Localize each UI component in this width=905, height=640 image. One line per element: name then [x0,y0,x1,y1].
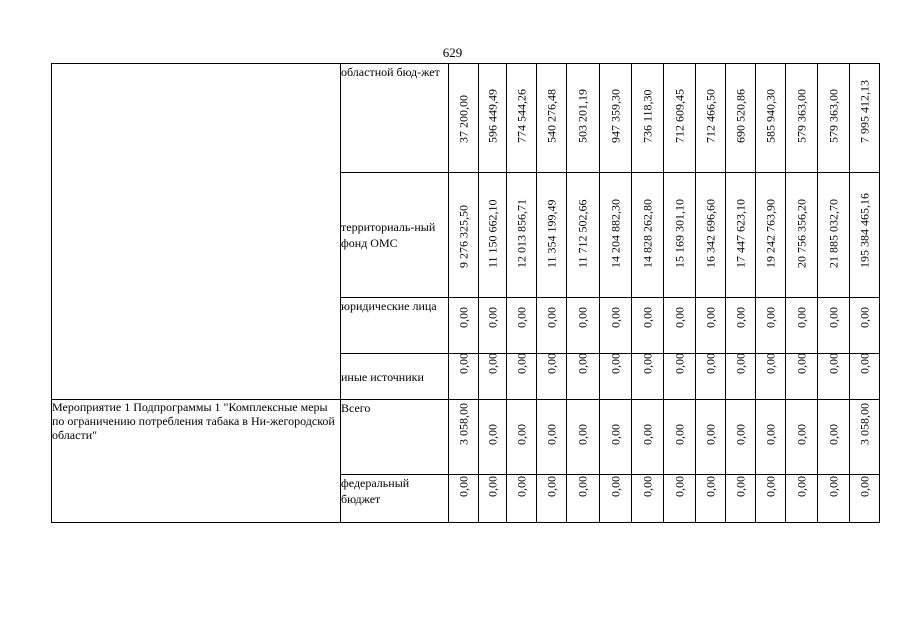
value-cell [632,64,664,173]
value-cell [696,354,726,400]
value-cell [786,475,818,523]
funding-source-cell: федеральный бюджет [341,475,449,523]
value-text: 3 058,00 [456,403,470,445]
value-cell [449,475,479,523]
value-cell [479,173,507,298]
value-text: 0,00 [763,307,777,328]
value-cell [696,475,726,523]
value-cell [600,475,632,523]
value-text: 0,00 [608,307,622,328]
value-cell [850,173,880,298]
value-text: 774 544,26 [514,89,528,143]
value-text: 0,00 [826,307,840,328]
value-cell [786,173,818,298]
value-cell [507,298,537,354]
value-cell [479,298,507,354]
value-text: 0,00 [485,424,499,445]
value-cell [664,475,696,523]
value-cell [567,173,600,298]
value-cell [756,298,786,354]
value-text: 0,00 [485,476,499,497]
value-cell [479,64,507,173]
value-text: 0,00 [733,353,747,374]
value-cell [537,298,567,354]
value-text: 0,00 [608,424,622,445]
value-cell [818,354,850,400]
value-text: 0,00 [857,307,871,328]
value-text: 11 712 502,66 [575,199,590,268]
value-cell [632,298,664,354]
value-text: 0,00 [733,307,747,328]
value-text: 0,00 [826,353,840,374]
value-text: 0,00 [672,424,686,445]
value-text: 0,00 [794,424,808,445]
funding-source-cell: территориаль-ный фонд ОМС [341,173,449,298]
value-text: 0,00 [485,307,499,328]
value-cell [756,173,786,298]
funding-source-cell: юридические лица [341,298,449,354]
value-cell [507,354,537,400]
value-text: 195 384 465,16 [857,193,871,268]
value-text: 579 363,00 [794,89,808,143]
value-text: 19 242 763,90 [763,199,777,268]
value-cell [449,298,479,354]
value-cell [726,298,756,354]
value-text: 0,00 [763,353,777,374]
value-cell [537,475,567,523]
value-text: 0,00 [857,476,871,497]
value-cell [818,64,850,173]
value-text: 9 276 325,50 [456,205,470,268]
value-cell [537,173,567,298]
value-text: 947 359,30 [608,89,622,143]
value-text: 585 940,30 [763,89,777,143]
value-text: 11 150 662,10 [485,199,499,268]
value-cell [818,400,850,475]
value-text: 37 200,00 [456,95,470,143]
value-cell [632,400,664,475]
value-text: 0,00 [456,353,470,374]
budget-table [51,63,880,523]
value-text: 0,00 [640,307,654,328]
value-text: 503 201,19 [575,89,590,143]
value-text: 0,00 [456,307,470,328]
value-text: 11 354 199,49 [544,199,558,268]
value-text: 596 449,49 [485,89,499,143]
value-cell [479,475,507,523]
value-cell [726,64,756,173]
value-cell [726,400,756,475]
value-cell [696,298,726,354]
value-text: 14 204 882,30 [608,199,622,268]
value-text: 0,00 [608,353,622,374]
value-cell [664,354,696,400]
value-text: 0,00 [763,476,777,497]
value-cell [726,173,756,298]
value-cell [567,64,600,173]
value-cell [664,298,696,354]
value-text: 0,00 [575,307,590,328]
value-text: 712 466,50 [703,89,717,143]
value-cell [479,354,507,400]
value-text: 0,00 [703,307,717,328]
value-cell [850,298,880,354]
funding-source-cell: областной бюд-жет [341,64,449,173]
value-cell [850,400,880,475]
value-text: 0,00 [733,476,747,497]
value-text: 0,00 [703,476,717,497]
value-cell [632,354,664,400]
event-name-cell [52,64,341,400]
value-cell [850,354,880,400]
value-cell [537,64,567,173]
funding-source-cell: иные источники [341,354,449,400]
value-text: 21 885 032,70 [826,199,840,268]
value-text: 0,00 [672,476,686,497]
value-text: 0,00 [672,307,686,328]
value-cell [600,354,632,400]
value-cell [567,298,600,354]
value-text: 0,00 [514,424,528,445]
value-cell [818,298,850,354]
value-cell [664,400,696,475]
value-text: 0,00 [826,476,840,497]
value-cell [537,354,567,400]
value-text: 20 756 356,20 [794,199,808,268]
value-cell [756,64,786,173]
value-cell [537,400,567,475]
value-text: 0,00 [575,353,590,374]
value-text: 16 342 696,60 [703,199,717,268]
value-cell [449,354,479,400]
value-text: 12 013 856,71 [514,199,528,268]
value-text: 736 118,30 [640,89,654,143]
value-text: 0,00 [514,353,528,374]
value-text: 0,00 [703,353,717,374]
value-cell [696,64,726,173]
value-cell [632,475,664,523]
value-text: 0,00 [485,353,499,374]
value-text: 0,00 [826,424,840,445]
value-text: 540 276,48 [544,89,558,143]
value-cell [756,475,786,523]
value-text: 0,00 [456,476,470,497]
value-cell [818,475,850,523]
value-cell [786,64,818,173]
value-text: 0,00 [640,476,654,497]
funding-source-cell: Всего [341,400,449,475]
value-text: 0,00 [544,424,558,445]
value-cell [567,475,600,523]
value-cell [507,400,537,475]
value-cell [818,173,850,298]
value-text: 0,00 [703,424,717,445]
value-text: 0,00 [640,424,654,445]
value-text: 17 447 623,10 [733,199,747,268]
value-text: 0,00 [794,476,808,497]
value-cell [449,173,479,298]
value-cell [696,173,726,298]
value-text: 0,00 [640,353,654,374]
value-text: 0,00 [672,353,686,374]
value-cell [786,298,818,354]
value-cell [696,400,726,475]
value-cell [449,400,479,475]
value-text: 0,00 [544,476,558,497]
value-text: 712 609,45 [672,89,686,143]
value-cell [479,400,507,475]
value-text: 690 520,86 [733,89,747,143]
value-text: 14 828 262,80 [640,199,654,268]
value-cell [786,354,818,400]
value-cell [507,173,537,298]
value-text: 0,00 [575,476,590,497]
value-cell [756,354,786,400]
value-cell [507,475,537,523]
page-number: 629 [442,45,463,60]
value-cell [600,173,632,298]
value-text: 0,00 [857,353,871,374]
value-cell [632,173,664,298]
value-cell [600,298,632,354]
value-text: 0,00 [544,307,558,328]
value-text: 0,00 [794,353,808,374]
value-text: 7 995 412,13 [857,80,871,143]
value-text: 0,00 [575,424,590,445]
value-cell [756,400,786,475]
value-cell [507,64,537,173]
value-cell [600,64,632,173]
value-cell [850,475,880,523]
value-cell [664,173,696,298]
value-text: 15 169 301,10 [672,199,686,268]
value-cell [726,475,756,523]
value-text: 0,00 [514,307,528,328]
value-text: 0,00 [763,424,777,445]
value-cell [726,354,756,400]
table-row [52,400,880,475]
value-cell [567,400,600,475]
value-text: 579 363,00 [826,89,840,143]
table-row [52,64,880,173]
value-cell [600,400,632,475]
value-text: 0,00 [733,424,747,445]
value-cell [567,354,600,400]
value-text: 3 058,00 [857,403,871,445]
value-text: 0,00 [608,476,622,497]
value-text: 0,00 [514,476,528,497]
event-name-cell: Мероприятие 1 Подпрограммы 1 "Комплексные меры по ограничению потребления табака в Ни-жегородской области" [52,400,341,523]
value-cell [786,400,818,475]
value-cell [449,64,479,173]
value-cell [850,64,880,173]
value-text: 0,00 [794,307,808,328]
value-text: 0,00 [544,353,558,374]
value-cell [664,64,696,173]
